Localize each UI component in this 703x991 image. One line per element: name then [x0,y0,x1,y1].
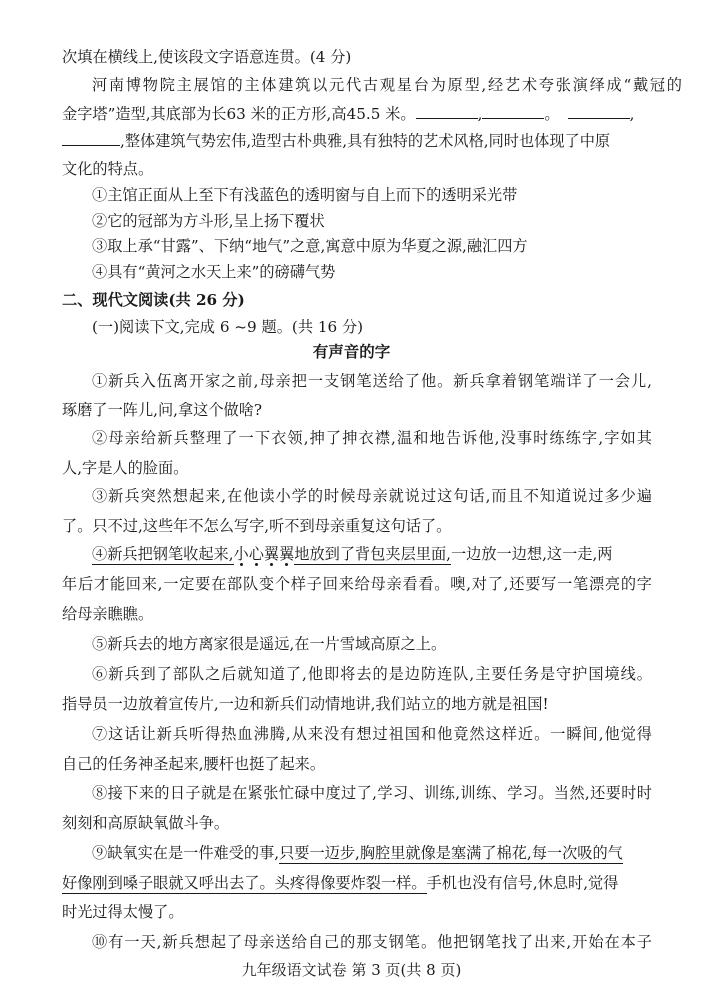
passage-text: ⑨缺氧实在是一件难受的事, [92,844,280,862]
underlined-phrase: 地放到了背包夹层里面, [294,545,451,563]
question-passage-line: 河南博物院主展馆的主体建筑以元代古观星台为原型,经艺术夸张演绎成“戴冠的 [92,76,682,94]
paragraph-line-marked [92,838,652,868]
question-passage-line-with-blanks [62,99,652,129]
option-2: ②它的冠部为方斗形,呈上扬下覆状 [92,212,325,230]
subsection-heading: (一)阅读下文,完成 6 ~9 题。(共 16 分) [92,318,364,336]
option-1: ①主馆正面从上至下有浅蓝色的透明窗与自上而下的透明采光带 [92,186,518,204]
passage-text: 手机也没有信号,休息时,觉得 [426,874,619,892]
paragraph-line: ①新兵入伍离开家之前,母亲把一支钢笔送给了他。新兵拿着钢笔端详了一会儿, [92,372,652,390]
answer-blank-1[interactable] [416,104,478,119]
paragraph-line: 年后才能回来,一定要在部队变个样子回来给母亲看看。噢,对了,还要写一笔漂亮的字 [62,575,652,593]
question-instruction-tail: 次填在横线上,使该段文字语意连贯。(4 分) [62,48,352,66]
paragraph-line: 时光过得太慢了。 [62,903,184,921]
option-3: ③取上承“甘露”、下纳“地气”之意,寓意中原为华夏之源,融汇四方 [92,237,528,255]
article-title: 有声音的字 [312,343,391,361]
underlined-sentence: 好像刚到嗓子眼就又呼出去了。头疼得像要炸裂一样。 [62,874,427,892]
paragraph-line-marked [92,539,652,569]
passage-text: 一边放一边想,这一走,两 [450,545,613,563]
paragraph-line: ②母亲给新兵整理了一下衣领,抻了抻衣襟,温和地告诉他,没事时练练字,字如其 [92,429,652,447]
dotted-char: 翼 [263,545,280,563]
paragraph-line: 了。只不过,这些年不怎么写字,听不到母亲重复这句话了。 [62,517,452,535]
paragraph-line: 刻刻和高原缺氧做斗争。 [62,814,230,832]
paragraph-line: 琢磨了一阵儿,问,拿这个做啥? [62,401,263,419]
paragraph-line: 人,字是人的脸面。 [62,459,189,477]
paragraph-line: ③新兵突然想起来,在他读小学的时候母亲就说过这句话,而且不知道说过多少遍 [92,487,652,505]
answer-blank-2[interactable] [482,104,544,119]
dotted-phrase [234,545,295,563]
underlined-phrase: ④新兵把钢笔收起来, [92,545,234,563]
punctuation: 。 [544,105,560,123]
question-passage-line-with-blank [62,126,652,156]
paragraph-line: 指导员一边放着宣传片,一边和新兵们动情地讲,我们站立的地方就是祖国! [62,695,549,713]
dotted-char: 翼 [279,545,295,563]
section-heading: 二、现代文阅读(共 26 分) [62,291,245,309]
answer-blank-3[interactable] [568,104,630,119]
paragraph-line: 自己的任务神圣起来,腰杆也挺了起来。 [62,755,326,773]
passage-text: 金字塔”造型,其底部为长63 米的正方形,高45.5 米。 [62,105,416,123]
paragraph-line: ⑧接下来的日子就是在紧张忙碌中度过了,学习、训练,训练、学习。当然,还要时时 [92,784,652,802]
paragraph-line: ⑤新兵去的地方离家很是遥远,在一片雪域高原之上。 [92,635,447,653]
page-footer: 九年级语文试卷 第 3 页(共 8 页) [241,961,462,979]
paragraph-line: ⑥新兵到了部队之后就知道了,他即将去的是边防连队,主要任务是守护国境线。 [92,665,652,683]
question-passage-line: 文化的特点。 [62,160,154,178]
paragraph-line: ⑦这话让新兵听得热血沸腾,从来没有想过祖国和他竟然这样近。一瞬间,他觉得 [92,725,652,743]
paragraph-line: ⑩有一天,新兵想起了母亲送给自己的那支钢笔。他把钢笔找了出来,开始在本子 [92,933,652,951]
dotted-char: 小 [233,545,249,563]
dotted-char: 心 [248,545,264,563]
punctuation: , [477,105,483,123]
underlined-sentence: 只要一迈步,胸腔里就像是塞满了棉花,每一次吸的气 [279,844,623,862]
passage-text: ,整体建筑气势宏伟,造型古朴典雅,具有独特的艺术风格,同时也体现了中原 [120,132,611,150]
answer-blank-4[interactable] [62,131,120,146]
paragraph-line-marked [62,868,652,898]
paragraph-line: 给母亲瞧瞧。 [62,605,154,623]
punctuation: , [629,105,635,123]
option-4: ④具有“黄河之水天上来”的磅礴气势 [92,263,336,281]
